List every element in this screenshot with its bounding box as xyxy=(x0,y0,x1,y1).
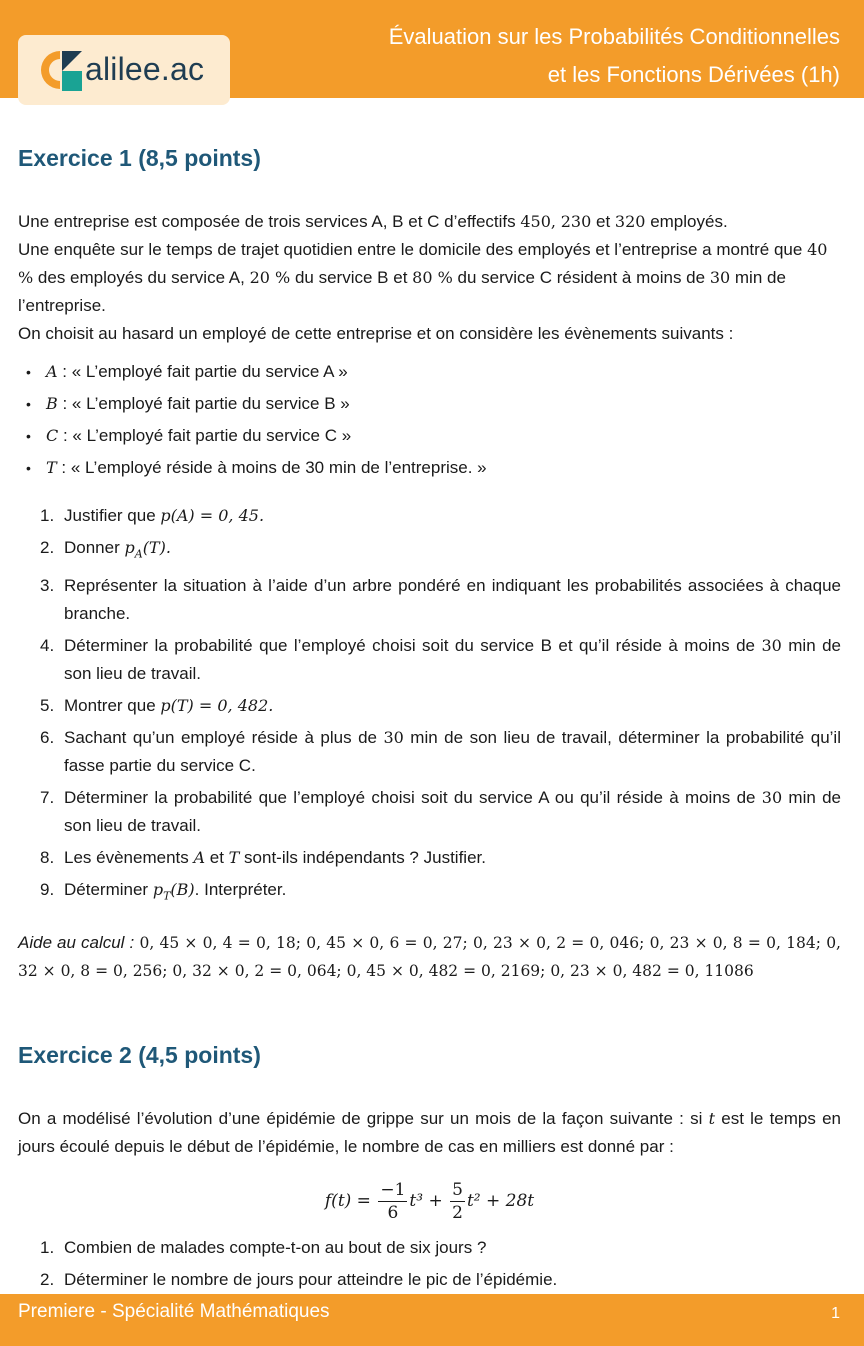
page-number: 1 xyxy=(831,1305,840,1322)
question-7: 7. Déterminer la probabilité que l’employé choisi soit du service A ou qu’il réside à moins de 30 min de son lieu de travail. xyxy=(40,788,842,836)
exercise-2-intro: On a modélisé l’évolution d’une épidémie de grippe sur un mois de la façon suivante : si t est le temps en jours écoulé depuis le début de l’épidémie, le nombre de cas en milliers est donné par : xyxy=(18,1108,841,1156)
page-header xyxy=(0,0,864,98)
calculation-help: Aide au calcul : 0, 45 × 0, 4 = 0, 18; 0, 45 × 0, 6 = 0, 27; 0, 23 × 0, 2 = 0, 046; 0, 23 × 0, 8 = 0, 184; 0, 32 × 0, 8 = 0, 256; 0, 32 × 0, 2 = 0, 064; 0, 45 × 0, 482 = 0, 2169; 0, 23 × 0, 482 = 0, 11086 xyxy=(18,932,841,980)
question-2: 2. Donner $p_A(T)$. xyxy=(40,538,171,561)
list-item: • C : « L’employé fait partie du service C » xyxy=(46,420,841,452)
question-4: 4. Déterminer la probabilité que l’employé choisi soit du service B et qu’il réside à moins de 30 min de son lieu de travail. xyxy=(40,636,841,684)
question-3: 3. Représenter la situation à l’aide d’un arbre pondéré en indiquant les probabilités associées à chaque branche. xyxy=(40,576,841,624)
question-2: 2. Déterminer le nombre de jours pour atteindre le pic de l’épidémie. xyxy=(40,1269,558,1289)
exercise-1-questions xyxy=(18,502,841,911)
list-item: • B : « L’employé fait partie du service B » xyxy=(46,388,841,420)
logo[interactable] xyxy=(18,35,230,105)
page-footer xyxy=(0,1294,864,1346)
list-item: • T : « L’employé réside à moins de 30 min de l’entreprise. » xyxy=(46,452,841,484)
question-9: 9. Déterminer $p_T(B)$. Interpréter. xyxy=(40,880,287,903)
logo-g-icon xyxy=(38,47,86,93)
exercise-1-title: Exercice 1 (8,5 points) xyxy=(18,145,261,171)
function-formula: f(t) = $\frac{-1}{6}$ t³ + $\frac{5}{2}$ t² + 28t xyxy=(324,1179,535,1223)
logo-text: alilee.ac xyxy=(85,51,205,87)
question-5: 5. Montrer que p(T) = 0, 482. xyxy=(40,696,274,716)
exercise-2-questions xyxy=(18,1234,841,1294)
document-body xyxy=(18,140,841,1298)
list-item: • A : « L’employé fait partie du service A » xyxy=(46,356,841,388)
question-1: 1. Combien de malades compte-t-on au bout de six jours ? xyxy=(40,1237,487,1257)
document-title: Évaluation sur les Probabilités Conditionnelles et les Fonctions Dérivées (1h) xyxy=(388,24,840,87)
question-1: 1. Justifier que p(A) = 0, 45. xyxy=(40,506,265,525)
footer-course: Premiere - Spécialité Mathématiques xyxy=(18,1301,330,1322)
exercise-2-title: Exercice 2 (4,5 points) xyxy=(18,1041,261,1068)
question-6: 6. Sachant qu’un employé réside à plus de 30 min de son lieu de travail, déterminer la probabilité qu’il fasse partie du service C. xyxy=(40,728,841,776)
exercise-1-intro: Une entreprise est composée de trois services A, B et C d’effectifs 450, 230 et 320 employés. Une enquête sur le temps de trajet quotidien entre le domicile des employés et l’entreprise a montré que 40 % des employés du service A, 20 % du service B et 80 % du service C résident à moins de 30 min de l’entreprise. On choisit au hasard un employé de cette entreprise et on considère les évènements suivants : xyxy=(18,212,828,343)
question-8: 8. Les évènements A et T sont-ils indépendants ? Justifier. xyxy=(40,848,486,868)
events-list xyxy=(18,356,841,484)
